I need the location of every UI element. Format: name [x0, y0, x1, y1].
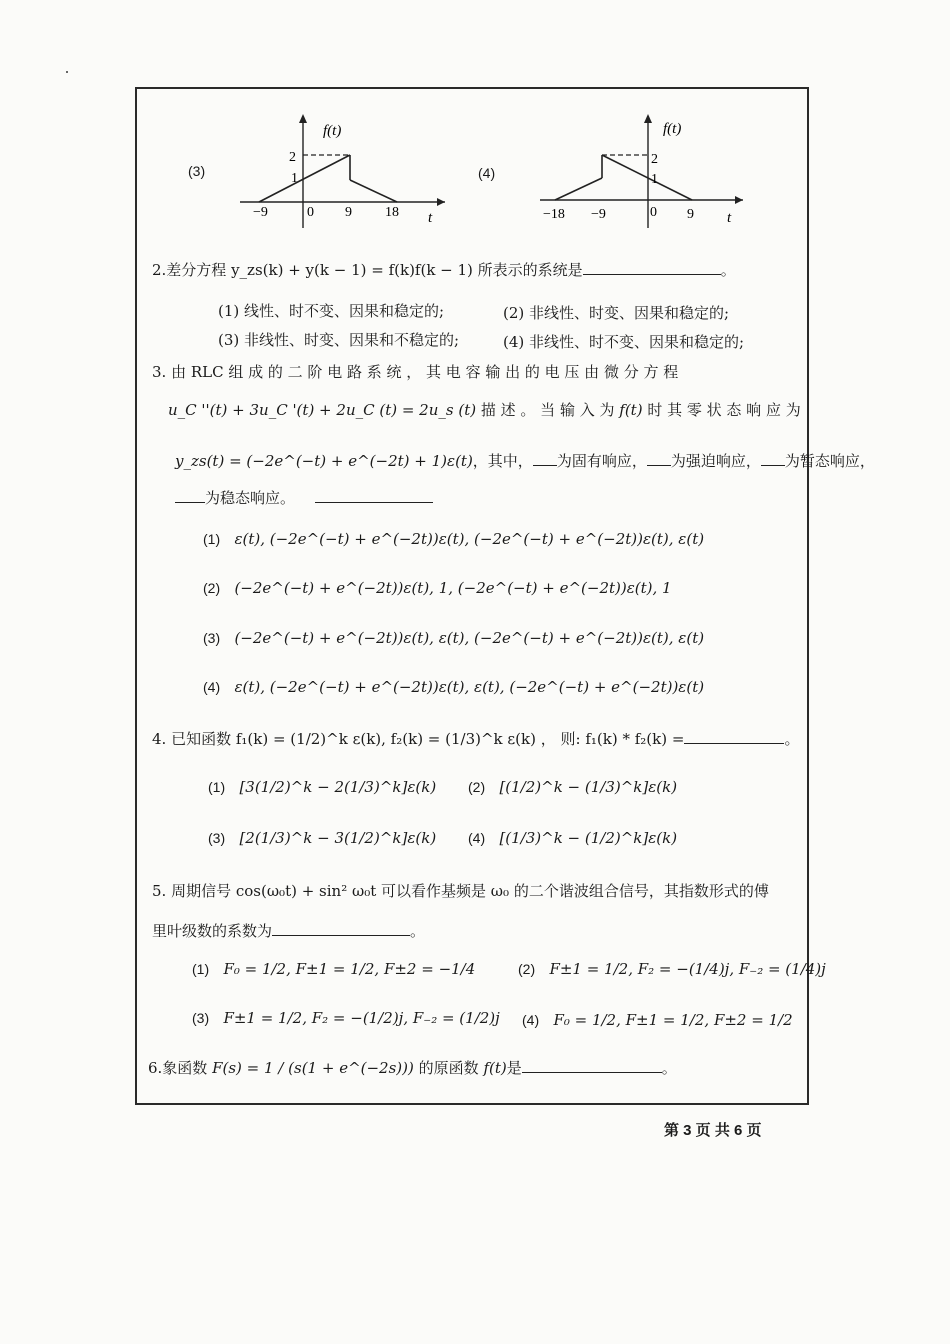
q3-answer-blank[interactable] [315, 502, 433, 503]
graph-3-tick-m9: −9 [253, 205, 268, 220]
q5-option-2 [518, 960, 826, 978]
graph-4-tick-0: 0 [650, 205, 657, 220]
graph-4-tick-2: 2 [651, 152, 658, 167]
q4-option-3 [208, 829, 436, 847]
q4-option-4-num: (4) [468, 830, 486, 846]
q3-option-3 [203, 629, 704, 647]
q4-option-3-text: [2(1/3)^k − 3(1/2)^k]ε(k) [239, 829, 437, 847]
q4-stem-text: 4. 已知函数 f₁(k) = (1/2)^k ε(k), f₂(k) = (1/3)^k ε(k) ， 则: f₁(k) * f₂(k) = [152, 730, 685, 748]
q5-stem: 5. 周期信号 cos(ω₀t) + sin² ω₀t 可以看作基频是 ω₀ 的二个谐波组合信号，其指数形式的傅 [152, 882, 769, 900]
q3-blank-4[interactable] [175, 502, 205, 503]
q3-option-4-num: (4) [203, 679, 221, 695]
graph-4-tick-m18: −18 [543, 207, 565, 222]
graph-4-tick-1: 1 [651, 172, 658, 187]
graph-3-tick-0: 0 [307, 205, 314, 220]
q2-end: 。 [720, 261, 736, 279]
q6-answer-blank[interactable] [522, 1072, 662, 1073]
graph-3 [235, 110, 450, 230]
q5-option-2-num: (2) [518, 961, 536, 977]
q2-stem [152, 259, 736, 280]
q3-label-natural: 为固有响应， [556, 452, 647, 470]
q4-stem [152, 728, 799, 749]
graph-3-xlabel: t [428, 210, 433, 226]
q3-option-3-text: (−2e^(−t) + e^(−2t))ε(t), ε(t), (−2e^(−t) + e^(−2t))ε(t), ε(t) [234, 629, 705, 647]
q5-option-3 [192, 1009, 500, 1027]
q4-option-3-num: (3) [208, 830, 226, 846]
q5-option-4-text: F₀ = 1/2, F±1 = 1/2, F±2 = 1/2 [553, 1011, 793, 1029]
q5-option-4-num: (4) [522, 1012, 540, 1028]
q3-option-2-num: (2) [203, 580, 221, 596]
q6-formula: F(s) = 1 / (s(1 + e^(−2s))) [212, 1059, 414, 1077]
q6-stem-a: 6.象函数 [148, 1059, 208, 1077]
q2-stem-text: 2.差分方程 y_zs(k) + y(k − 1) = f(k)f(k − 1) 所表示的系统是 [152, 261, 583, 279]
q3-line-1: 3. 由 RLC 组 成 的 二 阶 电 路 系 统 ， 其 电 容 输 出 的 电 压 由 微 分 方 程 [152, 363, 679, 381]
q2-option-2: (2) 非线性、时变、因果和稳定的; [503, 304, 730, 322]
q3-blank-3[interactable] [761, 465, 785, 466]
q5-option-3-text: F±1 = 1/2, F₂ = −(1/2)j, F₋₂ = (1/2)j [223, 1009, 500, 1027]
graph-3-tick-18: 18 [385, 205, 399, 220]
q3-option-1-num: (1) [203, 531, 221, 547]
graph-3-tick-1: 1 [291, 171, 298, 186]
q3-line-2-text-b: 时 其 零 状 态 响 应 为 [647, 401, 801, 419]
graph-3-tick-9: 9 [345, 205, 352, 220]
q6-stem-d: 是 [506, 1059, 522, 1077]
q4-option-2-num: (2) [468, 779, 486, 795]
q3-option-2 [203, 579, 672, 597]
graph-3-ylabel: f(t) [323, 123, 342, 139]
graph-3-tick-2: 2 [289, 150, 296, 165]
q5-option-2-text: F±1 = 1/2, F₂ = −(1/4)j, F₋₂ = (1/4)j [549, 960, 826, 978]
q5-answer-blank[interactable] [272, 935, 410, 936]
q3-line-2 [168, 399, 801, 420]
q4-option-4 [468, 829, 677, 847]
q3-zero-state-response: y_zs(t) = (−2e^(−t) + e^(−2t) + 1)ε(t) [175, 452, 473, 470]
q5-stem-2 [152, 920, 425, 941]
q3-input-symbol: f(t) [619, 401, 643, 419]
q2-option-1: (1) 线性、时不变、因果和稳定的; [218, 302, 445, 320]
graph-4 [535, 108, 750, 230]
q5-option-1 [192, 960, 475, 978]
q4-option-1 [208, 778, 436, 796]
q5-option-4 [522, 1011, 793, 1029]
q3-label-transient: 为暂态响应， [784, 452, 875, 470]
q3-blank-1[interactable] [533, 465, 557, 466]
q3-line-3 [175, 450, 875, 471]
q3-option-2-text: (−2e^(−t) + e^(−2t))ε(t), 1, (−2e^(−t) + e^(−2t))ε(t), 1 [234, 579, 672, 597]
graph-4-label: (4) [478, 165, 496, 181]
q4-option-2 [468, 778, 677, 796]
q3-label-steady: 为稳态响应。 [205, 489, 296, 507]
q5-end: 。 [410, 922, 426, 940]
q5-option-1-num: (1) [192, 961, 210, 977]
q4-option-1-num: (1) [208, 779, 226, 795]
q3-line-3-text: ，其中， [472, 452, 533, 470]
q3-line-4 [175, 487, 433, 508]
q2-option-3: (3) 非线性、时变、因果和不稳定的; [218, 331, 460, 349]
graph-3-label: (3) [188, 163, 206, 179]
q6-stem [148, 1057, 677, 1078]
q3-line-2-text: 描 述 。 当 输 入 为 [480, 401, 615, 419]
q6-time-function: f(t) [483, 1059, 507, 1077]
q4-option-2-text: [(1/2)^k − (1/3)^k]ε(k) [499, 778, 678, 796]
graph-4-ylabel: f(t) [663, 121, 682, 137]
q4-option-4-text: [(1/3)^k − (1/2)^k]ε(k) [499, 829, 678, 847]
scan-speck [66, 71, 68, 73]
q3-option-4 [203, 678, 704, 696]
q2-answer-blank[interactable] [583, 274, 721, 275]
graph-4-tick-9: 9 [687, 207, 694, 222]
q4-end: 。 [784, 730, 800, 748]
q3-option-3-num: (3) [203, 630, 221, 646]
q6-end: 。 [661, 1059, 677, 1077]
q3-option-4-text: ε(t), (−2e^(−t) + e^(−2t))ε(t), ε(t), (−2e^(−t) + e^(−2t))ε(t) [234, 678, 705, 696]
graph-4-xlabel: t [727, 210, 732, 226]
q3-diff-equation: u_C ''(t) + 3u_C '(t) + 2u_C (t) = 2u_s (t) [168, 401, 477, 419]
q4-option-1-text: [3(1/2)^k − 2(1/3)^k]ε(k) [239, 778, 437, 796]
q5-option-1-text: F₀ = 1/2, F±1 = 1/2, F±2 = −1/4 [223, 960, 476, 978]
graph-4-tick-m9: −9 [591, 207, 606, 222]
q3-option-1 [203, 530, 704, 548]
q2-option-4: (4) 非线性、时不变、因果和稳定的; [503, 333, 745, 351]
q3-label-forced: 为强迫响应， [670, 452, 761, 470]
page-footer: 第 3 页 共 6 页 [664, 1122, 762, 1139]
q6-stem-b: 的原函数 [418, 1059, 479, 1077]
q5-stem-2-text: 里叶级数的系数为 [152, 922, 273, 940]
q3-option-1-text: ε(t), (−2e^(−t) + e^(−2t))ε(t), (−2e^(−t) + e^(−2t))ε(t), ε(t) [234, 530, 705, 548]
q5-option-3-num: (3) [192, 1010, 210, 1026]
q4-answer-blank[interactable] [684, 743, 784, 744]
q3-blank-2[interactable] [647, 465, 671, 466]
